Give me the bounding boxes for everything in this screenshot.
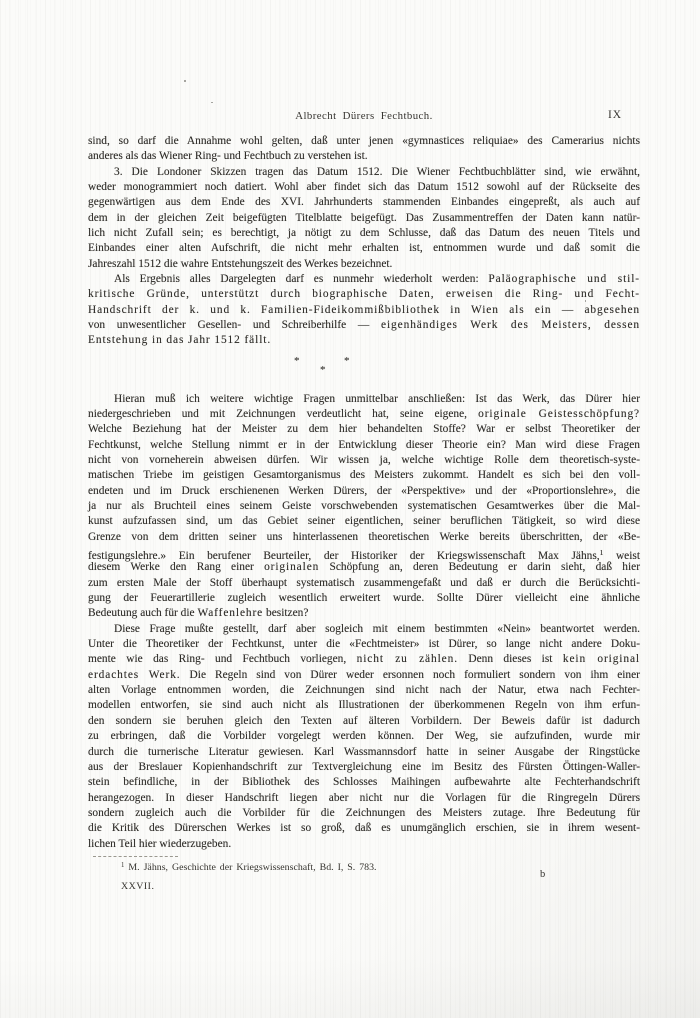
text-line [88,499,640,514]
text-line [88,806,640,821]
text-segment: festigungslehre.» Ein berufener Beurteiler, der Historiker der Kriegswissenschaft Max Jähns, [88,550,600,563]
footnote [121,862,521,873]
text-segment: Fechtkunst, welche Stellung nimmt er in der Entwicklung dieser Theorie ein? Man wird diese Fragen [88,438,640,451]
text-line [88,606,640,621]
text-segment: sind, so darf die Annahme wohl gelten, daß unter jenen «gymnastices reliquiae» des Camerarius nichts [88,135,640,147]
text-segment: Jahreszahl 1512 die wahre Entstehungszeit des Werkes bezeichnet. [88,257,393,270]
text-line [88,226,640,241]
text-segment: endeten und im Druck erschienenen Werken Dürers, der «Perspektive» und der «Proportionslehre», die [88,484,640,497]
text-segment: aus der Breslauer Kopienhandschrift zur Textvergleichung eine im Besitz des Fürsten Öttingen-Waller- [88,760,640,773]
text-line [88,652,640,667]
text-segment: alten Vorlage entnommen worden, die Zeichnungen sind nicht nach der Natur, etwa nach Fechter- [88,684,640,697]
text-segment: anderes als das Wiener Ring- und Fechtbuch zu verstehen ist. [88,150,368,163]
text-segment: lich nicht Zufall sein; es berechtigt, ja nötigt zu dem Schlusse, daß das Datum des neuen Titels und [88,227,640,240]
text-segment: Die Regeln sind von Dürer weder ersonnen noch formuliert sondern von ihm einer [180,668,640,681]
text-segment: Paläographische und stil- [488,273,640,286]
text-line [88,303,640,318]
text-line [88,622,640,637]
text-line [88,668,640,683]
text-line [88,272,640,287]
section-separator [88,349,640,392]
footnote-marker: 1 [121,862,125,869]
text-segment: Waffenlehre [197,607,264,620]
text-segment: zum ersten Male der Stoff überhaupt systematisch zusammengefaßt und daß er durch die Berücksichti- [88,576,640,589]
text-segment: Schöpfung an, deren Bedeutung er darin sieht, daß hier [319,561,640,574]
text-segment: den sondern sie beruhen gleich den Texten auf älteren Vorbildern. Der Beweis dafür ist dadurch [88,714,640,727]
text-line [88,392,640,407]
paragraph [88,272,640,349]
text-segment: originale Geistesschöpfung? [478,407,640,420]
text-line [88,514,640,529]
text-segment: 3. Die Londoner Skizzen tragen das Datum 1512. Die Wiener Fechtbuchblätter sind, wie erwähnt, [114,165,640,178]
asterisk-glyph: * [294,354,300,367]
text-line [88,775,640,790]
text-line [88,530,640,545]
text-segment: diesem Werke den Rang einer [88,561,265,574]
text-segment: Denn dieses ist [457,653,563,666]
text-segment: Handschrift der k. und k. Familien-Fideikommißbibliothek in Wien als ein — abgesehen [88,303,640,316]
text-line [88,195,640,210]
text-line [88,837,640,852]
page-number: IX [608,109,622,121]
text-line [88,484,640,499]
text-segment: Diese Frage mußte gestellt, darf aber sogleich mit einem bestimmten «Nein» beantwortet werden. [114,622,640,635]
text-line [88,821,640,836]
text-line [88,560,640,575]
scan-speck [211,102,213,103]
running-header [88,110,640,124]
text-line [88,683,640,698]
catchmark: b [540,869,546,880]
text-segment: zu erbringen, daß die Vorbilder vorgelegt werden können. Der Weg, sie aufzufinden, wurde mir [88,730,640,743]
running-title: Albrecht Dürers Fechtbuch. [295,110,433,122]
text-segment: eigenhändiges Werk des Meisters, dessen [381,319,640,332]
text-segment: von unwesentlicher Gesellen- und Schreiberhilfe — [88,319,382,332]
text-segment: Einbandes einer alten Aufschrift, die nicht mehr erhalten ist, entnommen wurde und daß somit die [88,242,640,255]
text-line [88,453,640,468]
asterisk-glyph: * [344,354,350,367]
text-segment: dem in der gleichen Zeit beigefügten Titelblatte beigefügt. Das Zusammentreffen der Daten kann natür- [88,211,640,224]
text-line [88,241,640,256]
text-line [88,333,640,348]
text-line [88,714,640,729]
text-segment: Welche Beziehung hat der Meister zu dem hier behandelten Stoffe? War er selbst Theoretiker der [88,423,640,436]
text-segment: weist [603,550,640,563]
text-line [88,318,640,333]
text-segment: die Kritik des Dürerschen Werkes ist so groß, daß es unumgänglich erschien, sie in ihrem wesent- [88,822,640,835]
text-segment: besitzen? [263,607,309,620]
text-line [88,134,640,149]
paragraph [88,165,640,272]
text-segment: kritische Gründe, unterstützt durch biographische Daten, erweisen die Ring- und Fecht- [88,288,640,301]
footnote-reference: 1 [599,548,604,558]
text-segment: gung der Feuerartillerie zugleich wesentlich erweitert wurde. Sollte Dürer vielleicht eine ähnliche [88,592,640,605]
scan-speck [184,80,186,82]
sheet-signature: XXVII. [121,881,155,892]
text-segment: Hieran muß ich weitere wichtige Fragen unmittelbar anschließen: Ist das Werk, das Dürer hier [114,392,640,405]
paragraph [88,392,640,622]
text-segment: matischen Triebe im geistigen Gesamtorganismus des Meisters zukommt. Handelt es sich bei den voll- [88,469,640,482]
text-line [88,438,640,453]
text-segment: kein original [562,653,640,666]
text-line [88,287,640,302]
text-line [88,576,640,591]
text-line [88,545,640,563]
text-line [88,791,640,806]
text-segment: weder monogrammiert noch datiert. Wohl aber findet sich das Datum 1512 sowohl auf der Rückseite des [88,181,640,194]
text-segment: Unter die Theoretiker der Fechtkunst, unter die «Fechtmeister» ist Dürer, so lange nicht andere Doku- [88,638,640,651]
text-line [88,637,640,652]
text-segment: mente wie das Ring- und Fechtbuch vorliegen, [88,653,357,666]
text-segment: durch die turnerische Literatur gewiesen. Karl Wassmannsdorf hatte in seiner Ausgabe der Ringstücke [88,745,640,758]
text-segment: herangezogen. In dieser Handschrift liegen aber nicht nur die Vorlagen für die Ringregeln Dürers [88,791,640,804]
text-line [88,165,640,180]
text-segment: gegenwärtigen aus dem Ende des XVI. Jahrhunderts stammenden Einbandes eingepreßt, als auch auf [88,196,640,209]
footnote-rule [93,856,178,857]
paragraph [88,134,640,165]
text-segment: originalen [264,561,320,574]
footnote-text: M. Jähns, Geschichte der Kriegswissenschaft, Bd. I, S. 783. [124,862,377,873]
text-segment: modellen entworfen, sie sind auch nicht als Illustrationen der überkommenen Regeln von ihm erfun- [88,699,640,712]
text-segment: stein befindliche, in der Bibliothek des Schlosses Maihingen aufbewahrte alte Fechterhandschrift [88,776,640,789]
text-segment: Bedeutung auch für die [88,607,198,620]
text-segment: lichen Teil hier wiederzugeben. [88,837,232,850]
text-line [88,180,640,195]
text-line [88,591,640,606]
text-line [88,149,640,164]
paragraph [88,622,640,852]
text-block [88,134,640,852]
text-segment: nicht zu zählen. [356,653,458,666]
text-line [88,745,640,760]
text-line [88,257,640,272]
asterisk-glyph: * [320,363,326,376]
text-line [88,698,640,713]
text-segment: Entstehung in das Jahr 1512 fällt. [88,334,272,347]
text-line [88,407,640,422]
text-segment: erdachtes Werk. [88,668,181,681]
text-segment: niedergeschrieben und mit Zeichnungen verdeutlicht hat, seine eigene, [88,407,479,420]
text-line [88,468,640,483]
text-segment: sondern zugleich auch die Vorbilder für die Zeichnungen des Meisters zutage. Ihre Bedeutung für [88,806,640,819]
text-line [88,729,640,744]
text-segment: Grenze von dem dritten seiner uns hinterlassenen theoretischen Werke bereits überschritten, der «Be- [88,530,640,543]
text-line [88,760,640,775]
text-segment: kunst aufzufassen sind, um das Gebiet seiner eigentlichen, seiner beruflichen Tätigkeit, so wird diese [88,515,640,528]
text-line [88,211,640,226]
text-segment: ja nur als Bruchteil eines seinem Geiste vorschwebenden systematischen Gesamtwerkes über die Mal- [88,500,640,513]
text-segment: Als Ergebnis alles Dargelegten darf es nunmehr wiederholt werden: [114,273,489,286]
text-segment: nicht von vorneherein abweisen dürfen. Wir wissen ja, welche wichtige Rolle dem theoretisch-syste- [88,453,640,466]
text-line [88,422,640,437]
